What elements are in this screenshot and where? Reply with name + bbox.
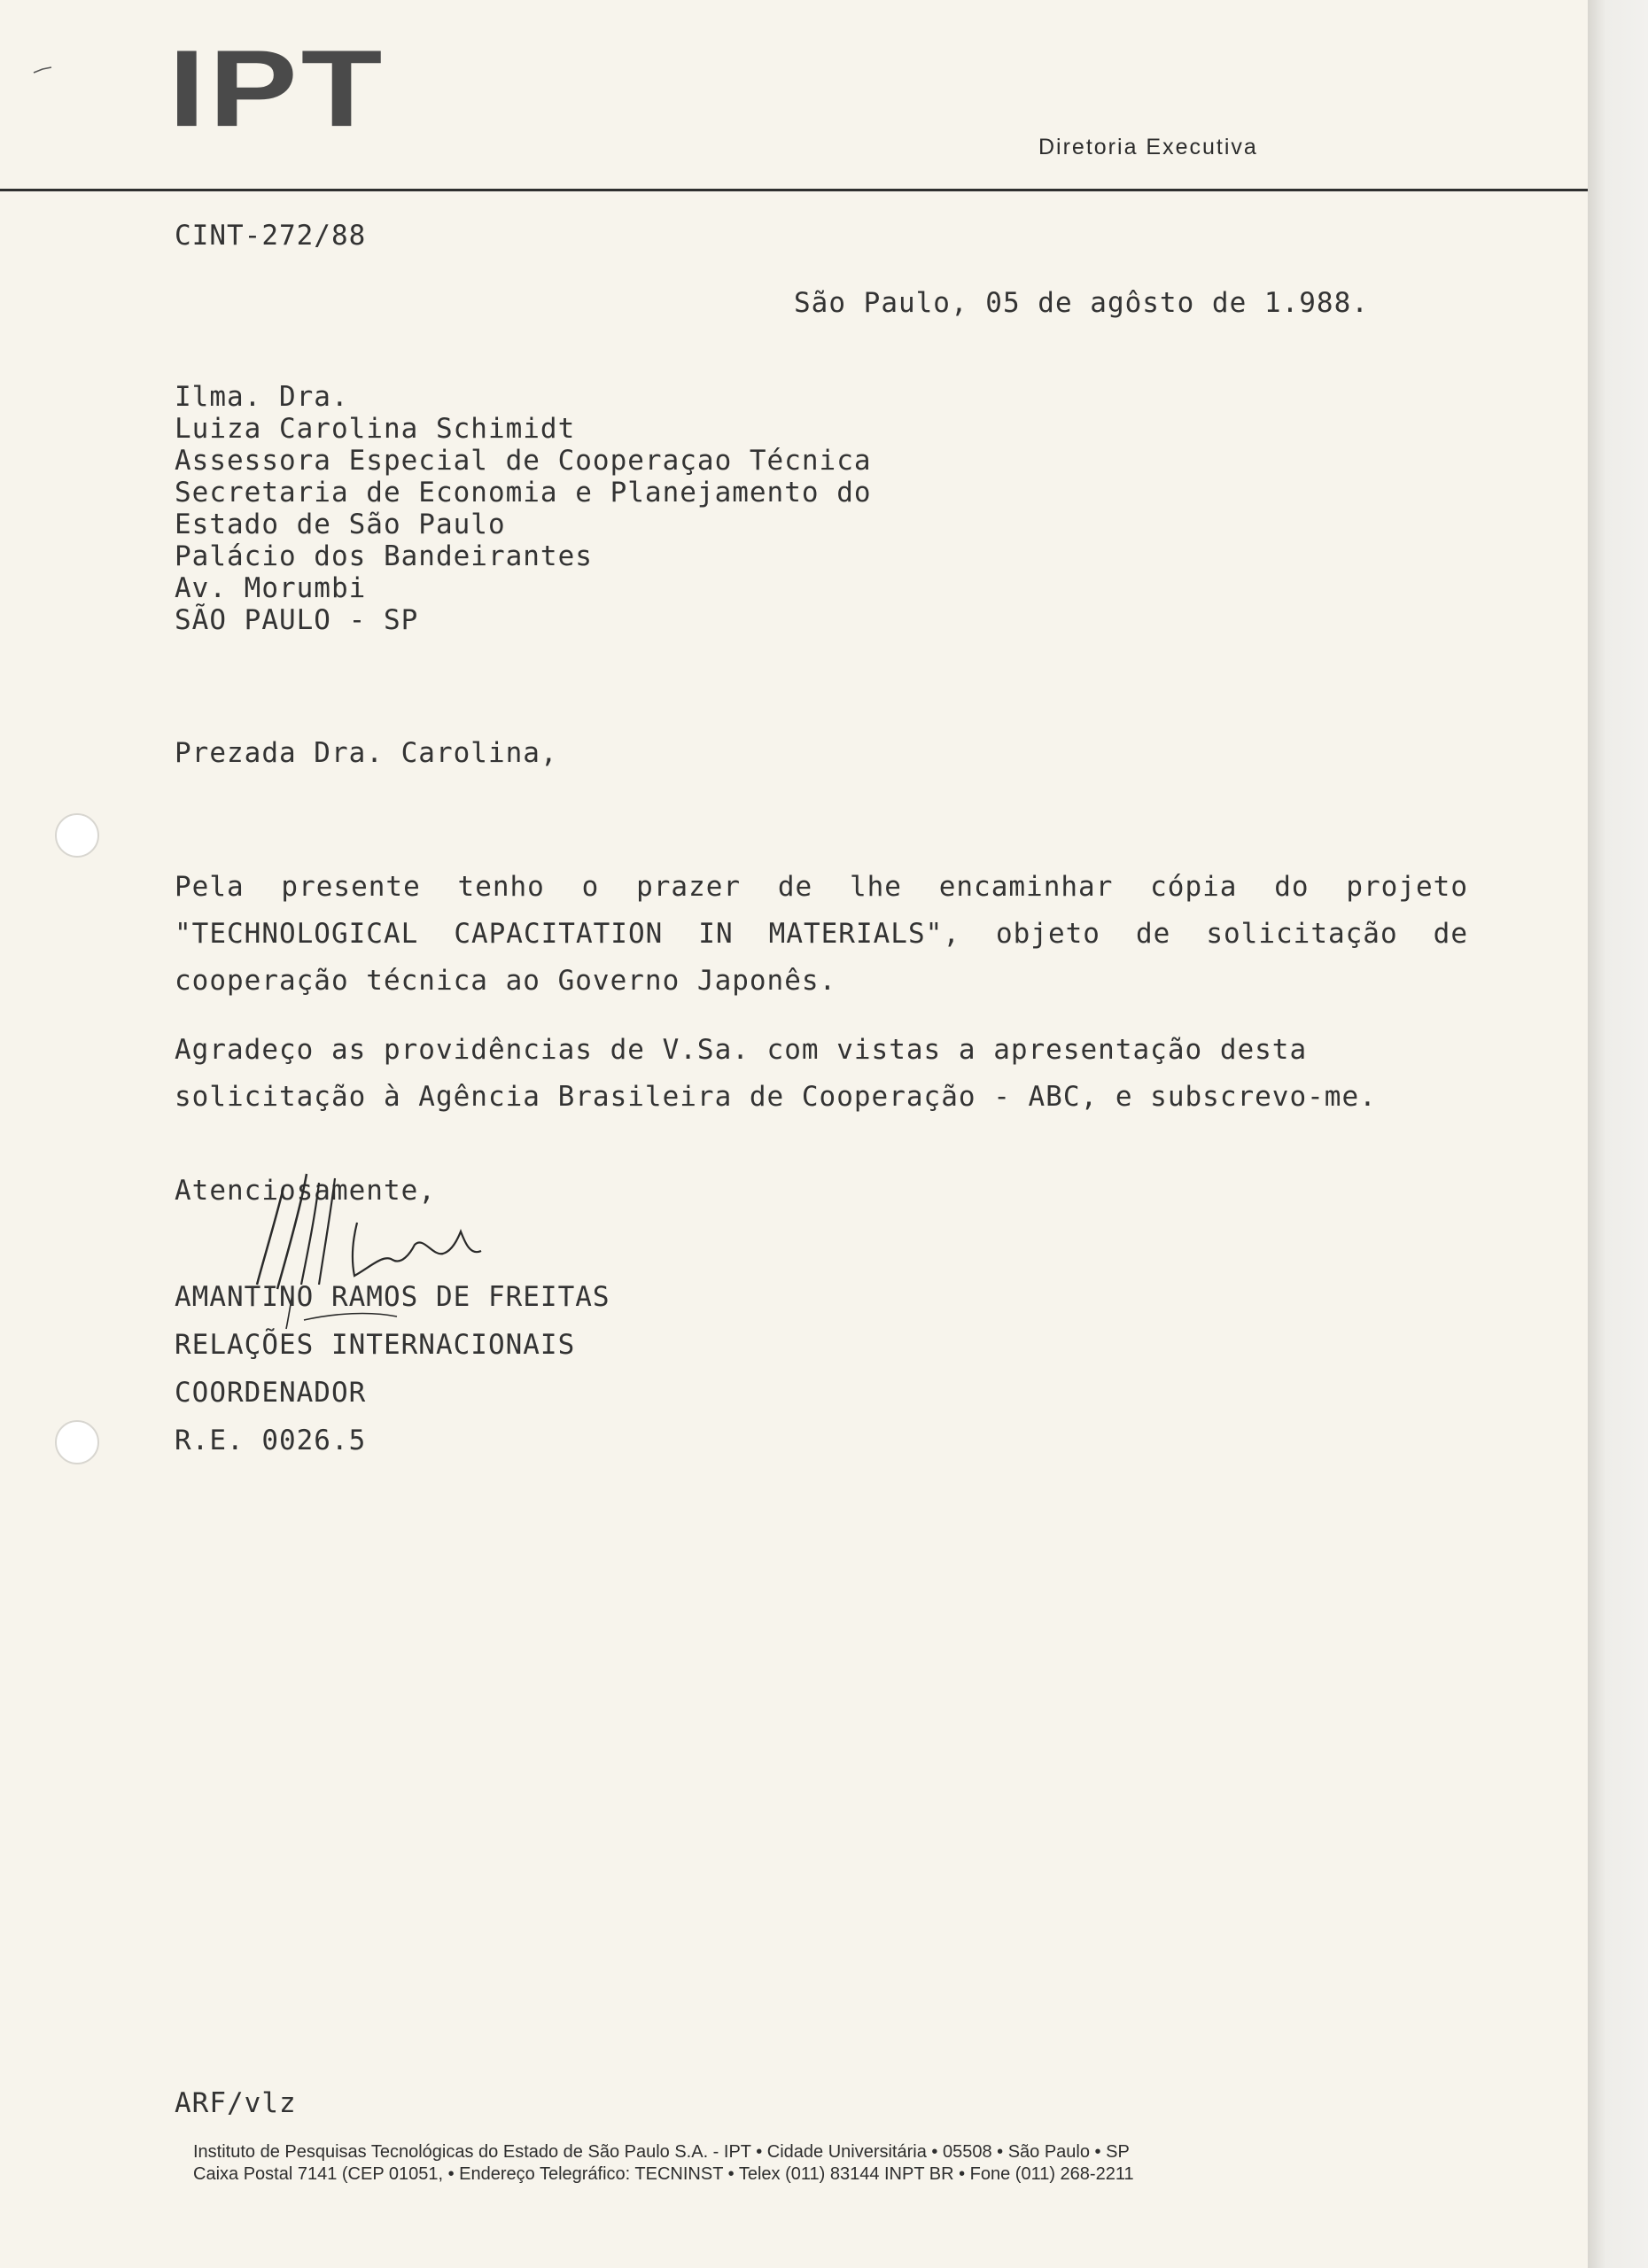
signatory-title: COORDENADOR [175,1377,367,1409]
header-divider [0,189,1588,191]
signatory-name: AMANTINO RAMOS DE FREITAS [175,1281,610,1313]
address-line: Estado de São Paulo [175,509,506,540]
letter-date: São Paulo, 05 de agôsto de 1.988. [794,287,1369,319]
typist-initials: ARF/vlz [175,2087,297,2119]
address-line: Luiza Carolina Schimidt [175,413,576,445]
salutation: Prezada Dra. Carolina, [175,737,558,769]
footer-line: Instituto de Pesquisas Tecnológicas do Estado de São Paulo S.A. - IPT • Cidade Universitária • 05508 • São Paulo • SP [193,2142,1130,2162]
address-line: Assessora Especial de Cooperaçao Técnica [175,445,872,477]
address-line: Secretaria de Economia e Planejamento do [175,477,872,509]
address-line: Ilma. Dra. [175,381,349,413]
footer-line: Caixa Postal 7141 (CEP 01051, • Endereço Telegráfico: TECNINST • Telex (011) 83144 INPT BR • Fone (011) 268-2211 [193,2164,1134,2184]
punch-hole [55,813,99,858]
ipt-logo: IPT [168,27,386,150]
signatory-registration: R.E. 0026.5 [175,1425,367,1456]
page-edge [1588,0,1648,2268]
signatory-department: RELAÇÕES INTERNACIONAIS [175,1329,576,1361]
address-line: Av. Morumbi [175,572,367,604]
reference-number: CINT-272/88 [175,220,367,252]
stray-mark [32,64,53,76]
recipient-address [175,381,872,636]
punch-hole [55,1420,99,1464]
letter-body [175,864,1468,1143]
signature-block [175,1273,610,1464]
department-label: Diretoria Executiva [1038,135,1258,159]
closing: Atenciosamente, [175,1175,436,1207]
address-line: SÃO PAULO - SP [175,604,419,636]
body-paragraph: Pela presente tenho o prazer de lhe encaminhar cópia do projeto "TECHNOLOGICAL CAPACITATION IN MATERIALS", objeto de solicitação de cooperação técnica ao Governo Japonês. [175,871,1468,997]
institution-footer [193,2141,1134,2186]
body-paragraph: Agradeço as providências de V.Sa. com vistas a apresentação desta solicitação à Agência Brasileira de Cooperação - ABC, e subscrevo-me. [175,1034,1377,1113]
address-line: Palácio dos Bandeirantes [175,540,593,572]
